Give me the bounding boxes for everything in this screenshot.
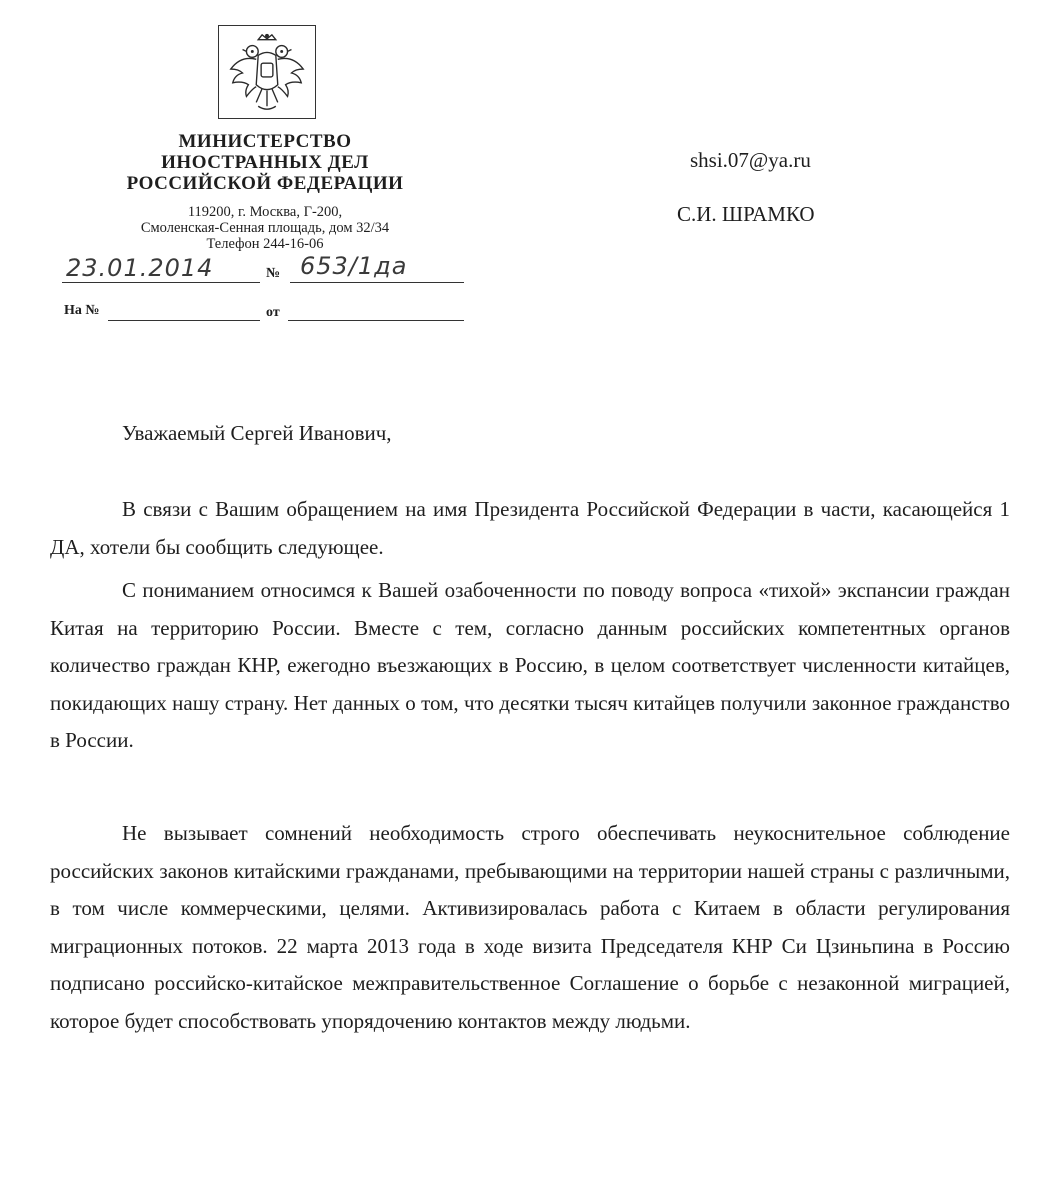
salutation: Уважаемый Сергей Иванович,: [122, 421, 392, 445]
ministry-name-line-1: МИНИСТЕРСТВО: [178, 131, 352, 152]
reference-from-label: от: [266, 305, 280, 320]
ministry-name-line-2: ИНОСТРАННЫХ ДЕЛ: [161, 152, 369, 173]
ministry-name-line-3: РОССИЙСКОЙ ФЕДЕРАЦИИ: [126, 173, 404, 194]
phone-line: Телефон 244-16-06: [206, 236, 324, 252]
date-underline: [62, 282, 260, 283]
handwritten-date: 23.01.2014: [66, 254, 214, 282]
coat-of-arms-emblem: [218, 25, 316, 119]
recipient-name: С.И. ШРАМКО: [677, 202, 815, 226]
reference-from-underline: [288, 320, 464, 321]
handwritten-number: 653/1да: [300, 252, 408, 280]
recipient-email: shsi.07@ya.ru: [690, 148, 811, 172]
reference-label: На №: [64, 303, 100, 318]
paragraph-1: В связи с Вашим обращением на имя Президента Российской Федерации в части, касающейся 1 ДА, хотели бы сообщить следующее.: [50, 497, 1010, 559]
paragraph-2: С пониманием относимся к Вашей озабоченности по поводу вопроса «тихой» экспансии граждан Китая на территорию России. Вместе с тем, согласно данным российских компетентных органов количество граждан КНР, ежегодно въезжающих в Россию, в целом соответствует численности китайцев, покидающих нашу страну. Нет данных о том, что десятки тысяч китайцев получили законное гражданство в России.: [50, 578, 1010, 752]
number-label: №: [266, 266, 281, 281]
address-line-2: Смоленская-Сенная площадь, дом 32/34: [140, 220, 390, 236]
reference-underline: [108, 320, 260, 321]
address-line-1: 119200, г. Москва, Г-200,: [187, 204, 343, 220]
paragraph-3: Не вызывает сомнений необходимость строго обеспечивать неукоснительное соблюдение российских законов китайскими гражданами, пребывающими на территории нашей страны с различными, в том числе коммерческими, целями. Активизировалась работа с Китаем в области регулирования миграционных потоков. 22 марта 2013 года в ходе визита Председателя КНР Си Цзиньпина в Россию подписано российско-китайское межправительственное Соглашение о борьбе с незаконной миграцией, которое будет способствовать упорядочению контактов между людьми.: [50, 821, 1010, 1033]
double-headed-eagle-icon: [219, 26, 315, 118]
number-underline: [290, 282, 464, 283]
